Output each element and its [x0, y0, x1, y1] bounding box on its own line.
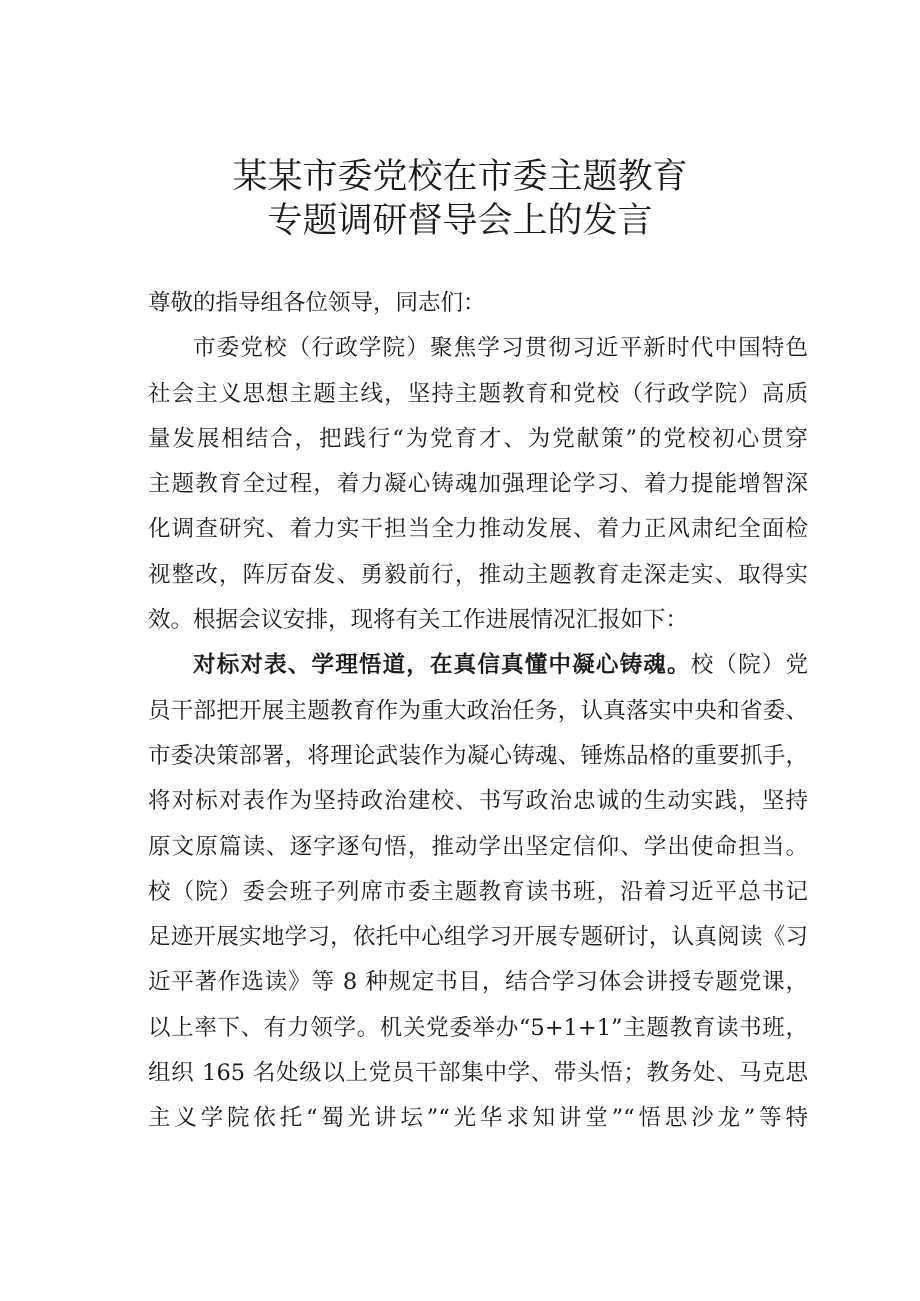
paragraph-2-line: 主义学院依托“蜀光讲坛”“光华求知讲堂”“悟思沙龙”等特: [148, 1105, 808, 1132]
paragraph-2-line: 市委决策部署，将理论武装作为凝心铸魂、锤炼品格的重要抓手，: [148, 742, 808, 769]
document-title-line-2: 专题调研督导会上的发言: [267, 201, 653, 241]
paragraph-2-first-rest: 校（院）党: [690, 652, 808, 679]
paragraph-1-line: 社会主义思想主题主线，坚持主题教育和党校（行政学院）高质: [148, 380, 808, 407]
salutation: 尊敬的指导组各位领导，同志们：: [148, 290, 486, 316]
paragraph-1-line: 市委党校（行政学院）聚焦学习贯彻习近平新时代中国特色: [193, 335, 808, 362]
paragraph-1-line: 效。根据会议安排，现将有关工作进展情况汇报如下：: [148, 607, 689, 634]
paragraph-2-line: 近平著作选读》等 8 种规定书目，结合学习体会讲授专题党课，: [148, 969, 808, 996]
paragraph-2-line: 原文原篇读、逐字逐句悟，推动学出坚定信仰、学出使命担当。: [148, 833, 808, 860]
paragraph-1-line: 量发展相结合，把践行“为党育才、为党献策”的党校初心贯穿: [148, 425, 808, 452]
paragraph-2-line: 以上率下、有力领学。机关党委举办“5+1+1”主题教育读书班，: [148, 1014, 808, 1041]
paragraph-2-line: 员干部把开展主题教育作为重大政治任务，认真落实中央和省委、: [148, 697, 808, 724]
paragraph-2-first-line: [148, 643, 808, 688]
document-title-line-1: 某某市委党校在市委主题教育: [232, 157, 688, 197]
paragraph-2-line: 足迹开展实地学习，依托中心组学习开展专题研讨，认真阅读《习: [148, 924, 808, 951]
paragraph-1-line: 视整改，阵厉奋发、勇毅前行，推动主题教育走深走实、取得实: [148, 561, 808, 588]
document-body: [148, 281, 808, 1142]
paragraph-1-line: 主题教育全过程，着力凝心铸魂加强理论学习、着力提能增智深: [148, 471, 808, 498]
paragraph-2-line: 校（院）委会班子列席市委主题教育读书班，沿着习近平总书记: [148, 878, 808, 905]
section-heading: 对标对表、学理悟道，在真信真懂中凝心铸魂。: [193, 652, 691, 679]
paragraph-1-line: 化调查研究、着力实干担当全力推动发展、着力正风肃纪全面检: [148, 516, 808, 543]
paragraph-2-line: 组织 165 名处级以上党员干部集中学、带头悟；教务处、马克思: [148, 1060, 808, 1087]
paragraph-2-line: 将对标对表作为坚持政治建校、书写政治忠诚的生动实践，坚持: [148, 788, 808, 815]
